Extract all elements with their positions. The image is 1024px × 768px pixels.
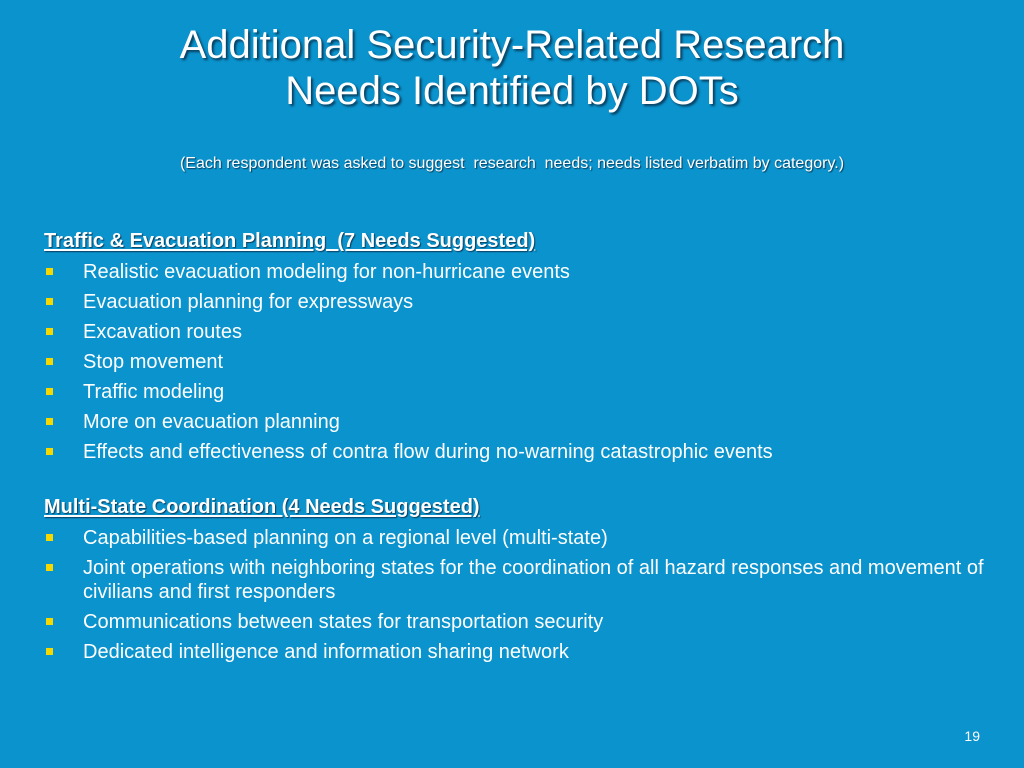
list-item xyxy=(44,526,1004,550)
list-item xyxy=(44,350,1004,374)
slide-title xyxy=(0,22,1024,114)
bullet-list xyxy=(44,526,1004,664)
square-bullet-icon xyxy=(46,448,53,455)
bullet-list xyxy=(44,260,1004,464)
list-item xyxy=(44,556,1004,604)
section-heading: Multi-State Coordination (4 Needs Suggested) xyxy=(44,496,480,518)
section-traffic-evacuation xyxy=(44,228,1004,464)
slide-subtitle: (Each respondent was asked to suggest research needs; needs listed verbatim by category.) xyxy=(179,155,845,172)
list-item xyxy=(44,260,1004,284)
square-bullet-icon xyxy=(46,648,53,655)
square-bullet-icon xyxy=(46,388,53,395)
list-item xyxy=(44,410,1004,434)
square-bullet-icon xyxy=(46,268,53,275)
list-item-text: Dedicated intelligence and information sharing network xyxy=(83,641,569,663)
square-bullet-icon xyxy=(46,418,53,425)
list-item xyxy=(44,640,1004,664)
list-item-text: Evacuation planning for expressways xyxy=(83,291,414,313)
list-item-text: Traffic modeling xyxy=(83,381,225,403)
list-item-text: Communications between states for transportation security xyxy=(83,611,604,633)
list-item-text: Effects and effectiveness of contra flow during no-warning catastrophic events xyxy=(83,441,773,463)
slide-body xyxy=(44,228,1004,694)
section-heading: Traffic & Evacuation Planning (7 Needs Suggested) xyxy=(44,230,536,252)
square-bullet-icon xyxy=(46,298,53,305)
list-item-text: Joint operations with neighboring states for the coordination of all hazard responses and movement of civilians and first responders xyxy=(83,557,984,603)
page-number: 19 xyxy=(964,728,980,744)
list-item xyxy=(44,610,1004,634)
square-bullet-icon xyxy=(46,618,53,625)
list-item-text: More on evacuation planning xyxy=(83,411,340,433)
square-bullet-icon xyxy=(46,358,53,365)
square-bullet-icon xyxy=(46,534,53,541)
list-item-text: Capabilities-based planning on a regional level (multi-state) xyxy=(83,527,608,549)
list-item xyxy=(44,290,1004,314)
list-item xyxy=(44,380,1004,404)
list-item-text: Stop movement xyxy=(83,351,224,373)
list-item xyxy=(44,440,1004,464)
list-item-text: Excavation routes xyxy=(83,321,242,343)
list-item-text: Realistic evacuation modeling for non-hurricane events xyxy=(83,261,570,283)
slide-title-line2: Needs Identified by DOTs xyxy=(285,69,739,113)
list-item xyxy=(44,320,1004,344)
square-bullet-icon xyxy=(46,564,53,571)
square-bullet-icon xyxy=(46,328,53,335)
slide-title-line1: Additional Security-Related Research xyxy=(179,23,845,67)
section-multi-state-coordination xyxy=(44,494,1004,664)
